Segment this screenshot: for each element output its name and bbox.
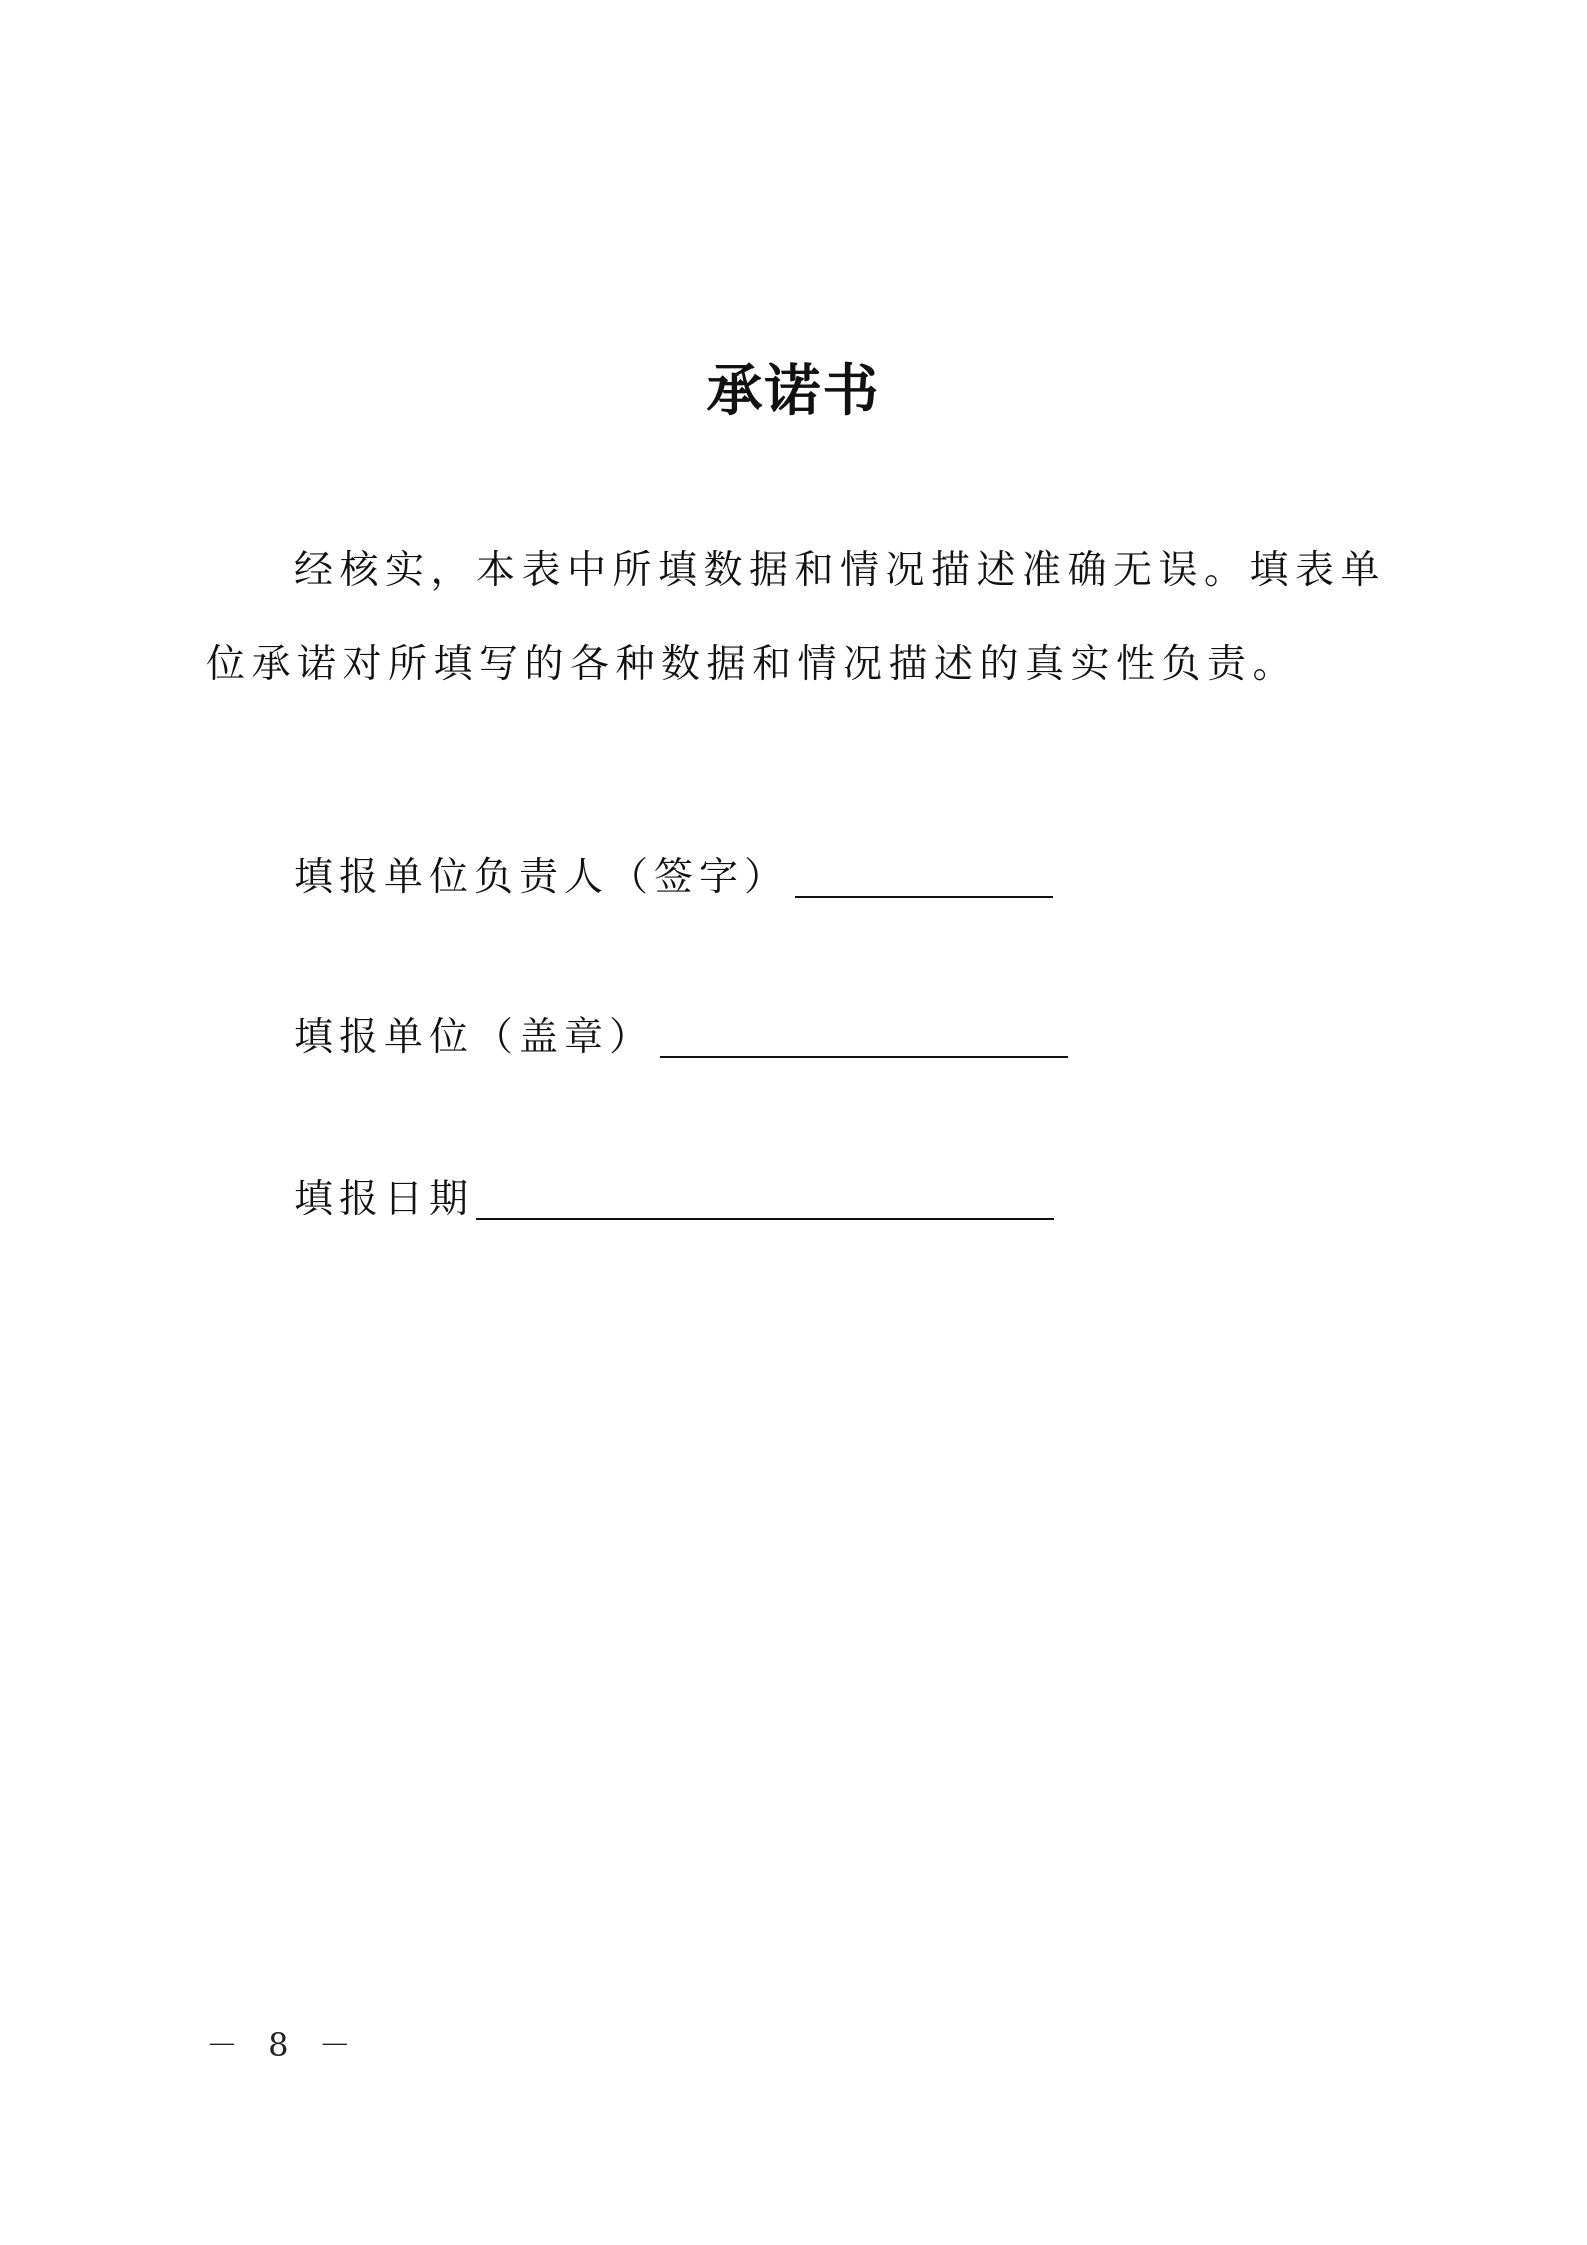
signature-label: 填报单位负责人（签字） <box>294 855 790 900</box>
date-label: 填报日期 <box>294 1177 475 1222</box>
signature-field <box>294 850 1053 906</box>
date-field <box>294 1172 1054 1228</box>
seal-blank-line <box>660 1012 1068 1058</box>
page-title: 承诺书 <box>706 359 881 424</box>
seal-label: 填报单位（盖章） <box>294 1015 655 1060</box>
seal-field <box>294 1010 1068 1066</box>
signature-blank-line <box>795 852 1053 898</box>
commitment-paragraph: 经核实，本表中所填数据和情况描述准确无误。填表单位承诺对所填写的各种数据和情况描述的真实性负责。 <box>206 548 1387 687</box>
date-blank-line <box>476 1174 1054 1220</box>
page-number: － 8 － <box>206 2026 361 2064</box>
